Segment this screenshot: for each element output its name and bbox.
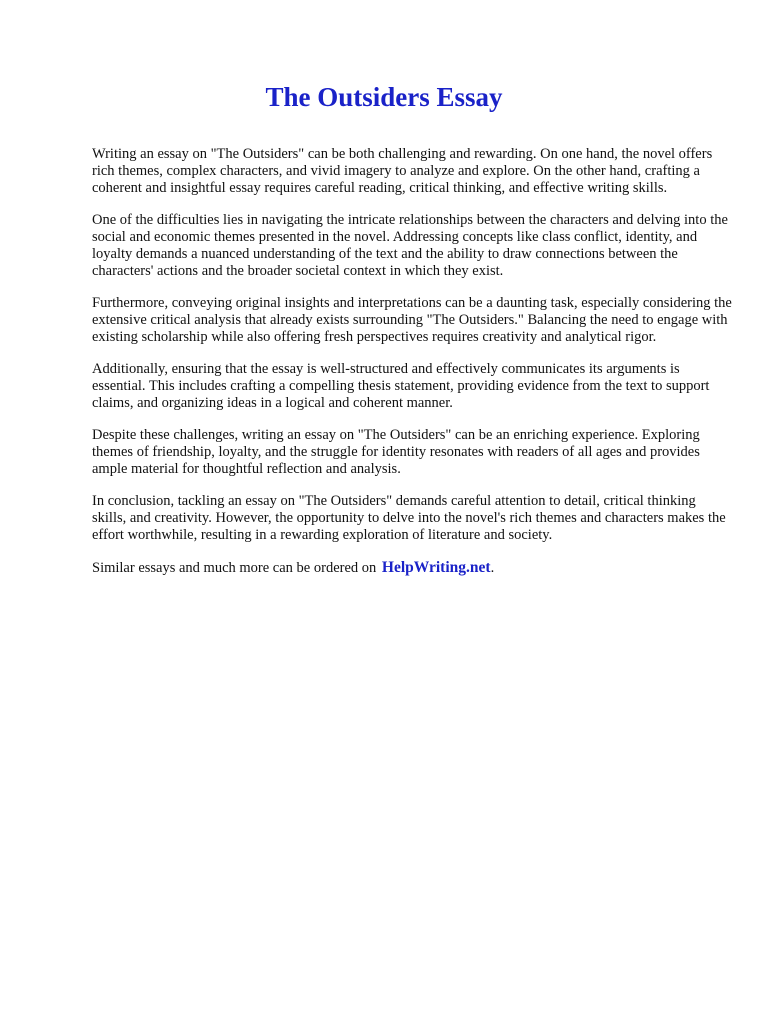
closing-line	[92, 559, 732, 577]
helpwriting-link[interactable]: HelpWriting.net	[381, 559, 491, 576]
closing-suffix: .	[490, 560, 495, 576]
essay-body	[92, 146, 732, 592]
paragraph-4: Additionally, ensuring that the essay is well-structured and effectively communicates its arguments is essential. This includes crafting a compelling thesis statement, providing evidence from the text to support claims, and organizing ideas in a logical and coherent manner.	[92, 361, 710, 411]
closing-text: Similar essays and much more can be ordered on	[92, 560, 377, 576]
paragraph-6: In conclusion, tackling an essay on "The Outsiders" demands careful attention to detail, critical thinking skills, and creativity. However, the opportunity to delve into the novel's rich themes and characters makes the effort worthwhile, resulting in a rewarding exploration of literature and society.	[92, 493, 726, 543]
paragraph-5: Despite these challenges, writing an essay on "The Outsiders" can be an enriching experience. Exploring themes of friendship, loyalty, and the struggle for identity resonates with readers of all ages and provides ample material for thoughtful reflection and analysis.	[92, 427, 700, 477]
page-title: The Outsiders Essay	[265, 82, 503, 112]
paragraph-1: Writing an essay on "The Outsiders" can be both challenging and rewarding. On one hand, the novel offers rich themes, complex characters, and vivid imagery to analyze and explore. On the other hand, crafting a coherent and insightful essay requires careful reading, critical thinking, and effective writing skills.	[92, 146, 713, 196]
paragraph-3: Furthermore, conveying original insights and interpretations can be a daunting task, especially considering the extensive critical analysis that already exists surrounding "The Outsiders." Balancing the need to engage with existing scholarship while also offering fresh perspectives requires creativity and analytical rigor.	[92, 295, 732, 345]
paragraph-2: One of the difficulties lies in navigating the intricate relationships between the characters and delving into the social and economic themes presented in the novel. Addressing concepts like class conflict, identity, and loyalty demands a nuanced understanding of the text and the ability to draw connections between the characters' actions and the broader societal context in which they exist.	[92, 212, 728, 279]
